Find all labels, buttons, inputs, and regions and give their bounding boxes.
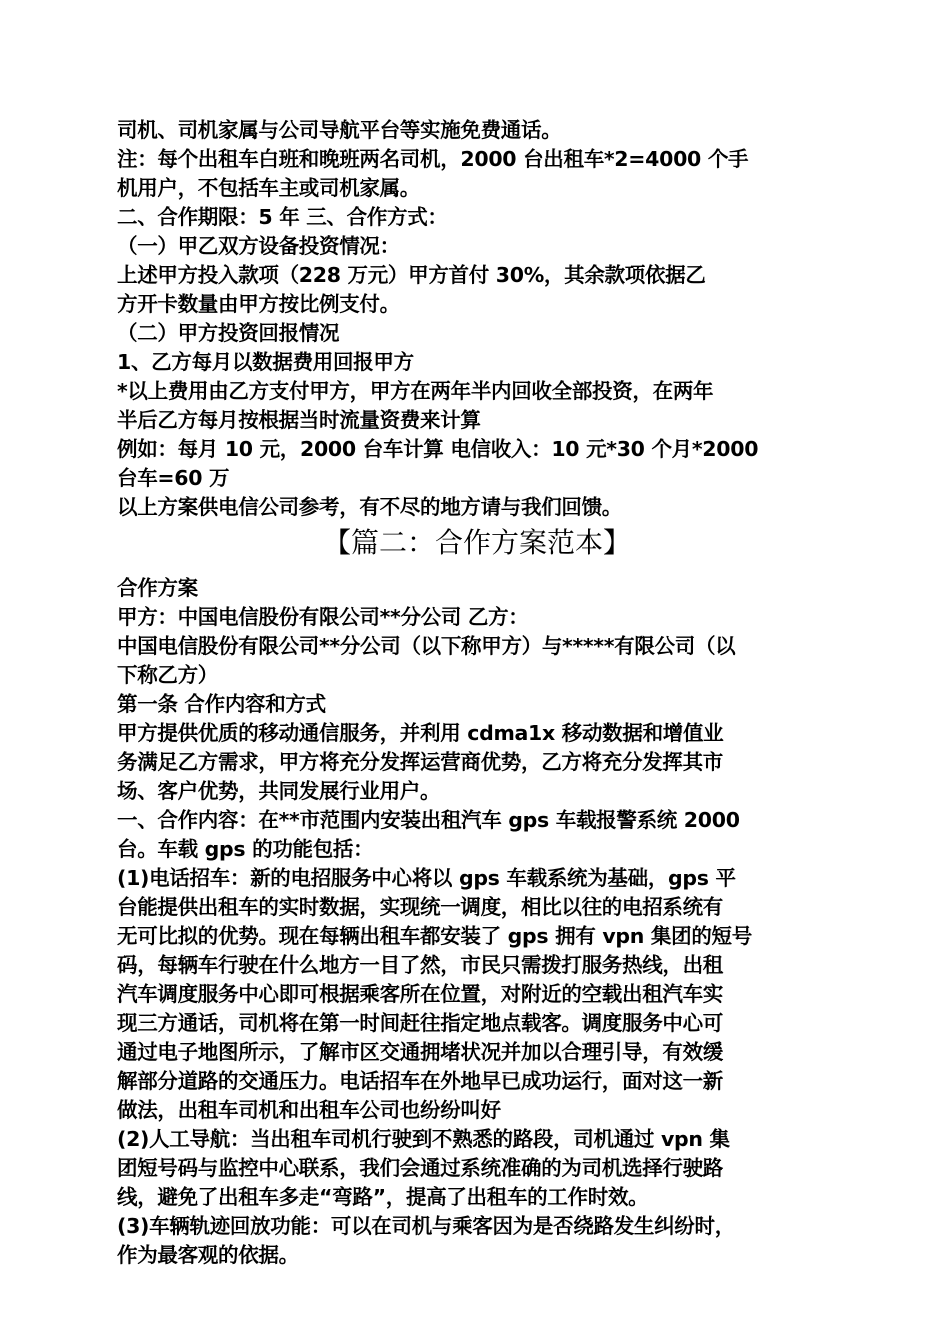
- text-line: 现三方通话，司机将在第一时间赶往指定地点载客。调度服务中心可: [117, 1011, 723, 1035]
- text-line: 注：每个出租车白班和晚班两名司机，2000 台出租车*2=4000 个手: [117, 147, 749, 171]
- text-line: 团短号码与监控中心联系，我们会通过系统准确的为司机选择行驶路: [117, 1156, 723, 1180]
- text-line: 甲方提供优质的移动通信服务，并利用 cdma1x 移动数据和增值业: [117, 721, 724, 745]
- text-line: 1、乙方每月以数据费用回报甲方: [117, 350, 414, 374]
- text-line: *以上费用由乙方支付甲方，甲方在两年半内回收全部投资，在两年: [117, 379, 714, 403]
- text-line: 上述甲方投入款项（228 万元）甲方首付 30%，其余款项依据乙: [117, 263, 706, 287]
- text-line: 台。车载 gps 的功能包括：: [117, 837, 374, 861]
- part1-section: [117, 116, 837, 522]
- text-line: （二）甲方投资回报情况: [117, 321, 340, 345]
- section-title: 【篇二：合作方案范本】: [322, 526, 631, 559]
- text-line: 机用户，不包括车主或司机家属。: [117, 176, 420, 200]
- text-line: 第一条 合作内容和方式: [117, 692, 326, 716]
- text-line: 下称乙方）: [117, 663, 218, 687]
- text-line: 场、客户优势，共同发展行业用户。: [117, 779, 441, 803]
- text-line: 方开卡数量由甲方按比例支付。: [117, 292, 400, 316]
- text-line: 台能提供出租车的实时数据，实现统一调度，相比以往的电招系统有: [117, 895, 723, 919]
- text-line: 线，避免了出租车多走“弯路”，提高了出租车的工作时效。: [117, 1185, 649, 1209]
- text-line: 甲方：中国电信股份有限公司**分公司 乙方：: [117, 605, 529, 629]
- text-line: 码，每辆车行驶在什么地方一目了然，市民只需拨打服务热线，出租: [117, 953, 723, 977]
- text-line: 以上方案供电信公司参考，有不尽的地方请与我们回馈。: [117, 495, 622, 519]
- part2-section: [117, 574, 837, 1270]
- document-body: [117, 116, 837, 1270]
- text-line: 汽车调度服务中心即可根据乘客所在位置，对附近的空载出租汽车实: [117, 982, 723, 1006]
- text-line: 务满足乙方需求，甲方将充分发挥运营商优势，乙方将充分发挥其市: [117, 750, 723, 774]
- text-line: 作为最客观的依据。: [117, 1243, 299, 1267]
- text-line: 台车=60 万: [117, 466, 230, 490]
- text-line: 做法，出租车司机和出租车公司也纷纷叫好: [117, 1098, 501, 1122]
- text-line: 二、合作期限：5 年 三、合作方式：: [117, 205, 448, 229]
- text-line: 半后乙方每月按根据当时流量资费来计算: [117, 408, 481, 432]
- text-line: 解部分道路的交通压力。电话招车在外地早已成功运行，面对这一新: [117, 1069, 723, 1093]
- text-line: 例如：每月 10 元，2000 台车计算 电信收入：10 元*30 个月*2000: [117, 437, 759, 461]
- text-line: （一）甲乙双方设备投资情况：: [117, 234, 400, 258]
- text-line: 一、合作内容：在**市范围内安装出租汽车 gps 车载报警系统 2000: [117, 808, 740, 832]
- text-line: 通过电子地图所示，了解市区交通拥堵状况并加以合理引导，有效缓: [117, 1040, 723, 1064]
- text-line: 无可比拟的优势。现在每辆出租车都安装了 gps 拥有 vpn 集团的短号: [117, 924, 752, 948]
- text-line: 司机、司机家属与公司导航平台等实施免费通话。: [117, 118, 562, 142]
- text-line: (3)车辆轨迹回放功能：可以在司机与乘客因为是否绕路发生纠纷时，: [117, 1214, 735, 1238]
- text-line: (1)电话招车：新的电招服务中心将以 gps 车载系统为基础，gps 平: [117, 866, 736, 890]
- text-line: 合作方案: [117, 576, 198, 600]
- text-line: (2)人工导航：当出租车司机行驶到不熟悉的路段，司机通过 vpn 集: [117, 1127, 730, 1151]
- text-line: 中国电信股份有限公司**分公司（以下称甲方）与*****有限公司（以: [117, 634, 736, 658]
